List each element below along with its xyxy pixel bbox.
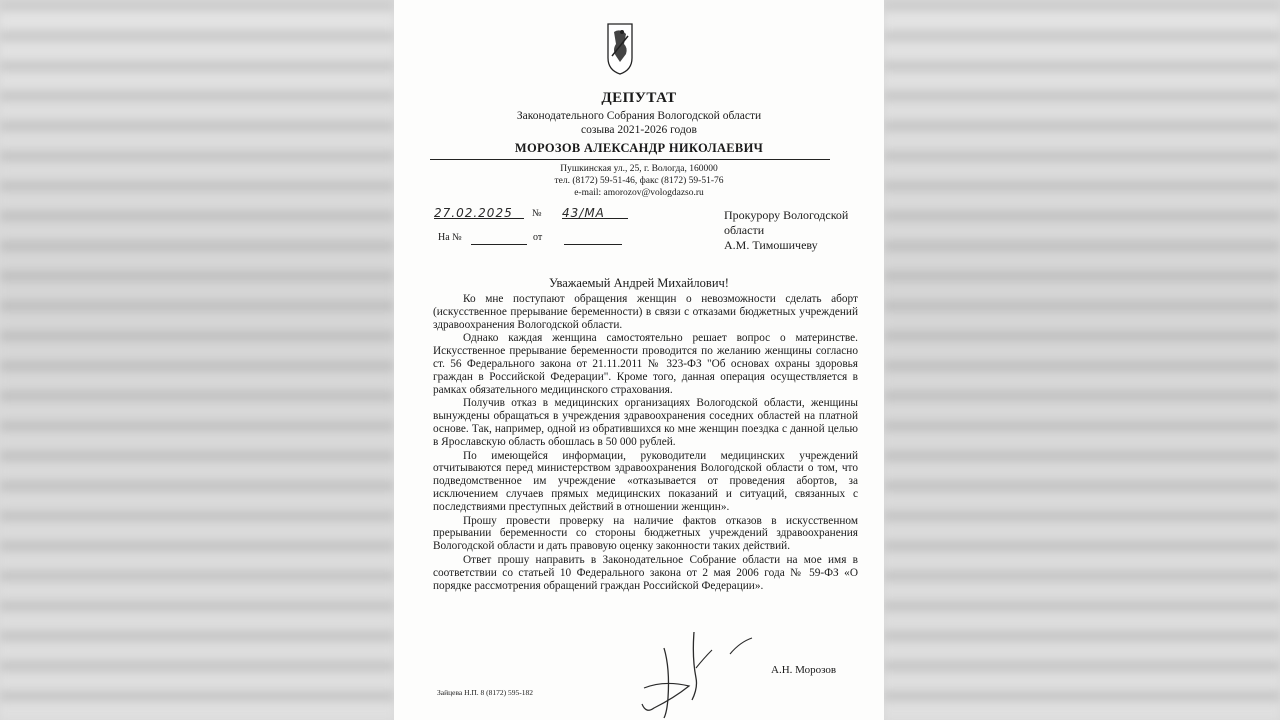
paragraph: Ответ прошу направить в Законодательное Собрание области на мое имя в соответствии со статьей 10 Федерального закона от 2 мая 2006 года № 59-ФЗ «О порядке рассмотрения обращений граждан Российской Федерации».: [433, 553, 858, 592]
number-label: №: [532, 208, 542, 219]
outgoing-number: [562, 206, 628, 219]
outgoing-date-value: 27.02.2025: [434, 206, 513, 220]
address-line: Пушкинская ул., 25, г. Вологда, 160000: [560, 164, 718, 174]
addressee-block: [724, 208, 874, 253]
org-line-1: Законодательного Собрания Вологодской области: [516, 110, 762, 122]
footer-contact: Зайцева Н.П. 8 (8172) 595-182: [437, 688, 534, 697]
document-title: ДЕПУТАТ: [601, 90, 677, 106]
greeting: Уважаемый Андрей Михайлович!: [549, 276, 729, 290]
addressee-line-1: Прокурору Вологодской: [724, 208, 849, 222]
reply-label: На №: [438, 232, 462, 243]
paragraph: Прошу провести проверку на наличие фактов отказов в искусственном прерывании беременности со стороны бюджетных учреждений здравоохранения Вологодской области и дать правовую оценку законности таких действий.: [433, 514, 858, 553]
outgoing-number-value: 43/МА: [562, 206, 605, 220]
header-divider: [430, 159, 830, 160]
from-label: от: [533, 232, 543, 243]
paragraph: Однако каждая женщина самостоятельно решает вопрос о материнстве. Искусственное прерывание беременности проводится по желанию женщины согласно ст. 56 Федерального закона от 21.11.2011 № 323-ФЗ "Об основах охраны здоровья граждан в Российской Федерации". Кроме того, данная операция осуществляется в рамках обязательного медицинского страхования.: [433, 332, 858, 396]
reply-number-blank: [471, 230, 527, 245]
blurred-background-left: [0, 0, 394, 720]
addressee-line-2: области: [724, 223, 765, 237]
deputy-name: МОРОЗОВ АЛЕКСАНДР НИКОЛАЕВИЧ: [514, 141, 764, 155]
letter-body: [433, 293, 858, 593]
paragraph: Получив отказ в медицинских организациях Вологодской области, женщины вынуждены обращаться в учреждения здравоохранения соседних областей на платной основе. Так, например, одной из обратившихся ко мне женщин поездка с данной целью в Ярославскую область обошлась в 50 000 рублей.: [433, 397, 858, 448]
paragraph: Ко мне поступают обращения женщин о невозможности сделать аборт (искусственное прерывание беременности) в связи с отказами бюджетных учреждений здравоохранения Вологодской области.: [433, 293, 858, 331]
paragraph: По имеющейся информации, руководители медицинских учреждений отчитываются перед министерством здравоохранения Вологодской области о том, что подведомственное им учреждение «отказывается от проведения абортов, за исключением случаев прямых медицинских показаний и ситуаций, связанных с последствиями преступных действий в отношении женщин».: [433, 449, 858, 513]
signature-name: А.Н. Морозов: [771, 664, 837, 676]
org-line-2: созыва 2021-2026 годов: [581, 124, 697, 136]
email-line: e-mail: amorozov@vologdazso.ru: [574, 188, 704, 198]
addressee-line-3: А.М. Тимошичеву: [724, 238, 818, 252]
letter-page: [394, 0, 884, 720]
phone-line: тел. (8172) 59-51-46, факс (8172) 59-51-76: [554, 176, 724, 186]
outgoing-date: [434, 206, 524, 219]
blurred-background-right: [884, 0, 1280, 720]
handwritten-signature: [634, 628, 774, 720]
coat-of-arms-icon: [606, 22, 634, 76]
reply-date-blank: [564, 230, 622, 245]
